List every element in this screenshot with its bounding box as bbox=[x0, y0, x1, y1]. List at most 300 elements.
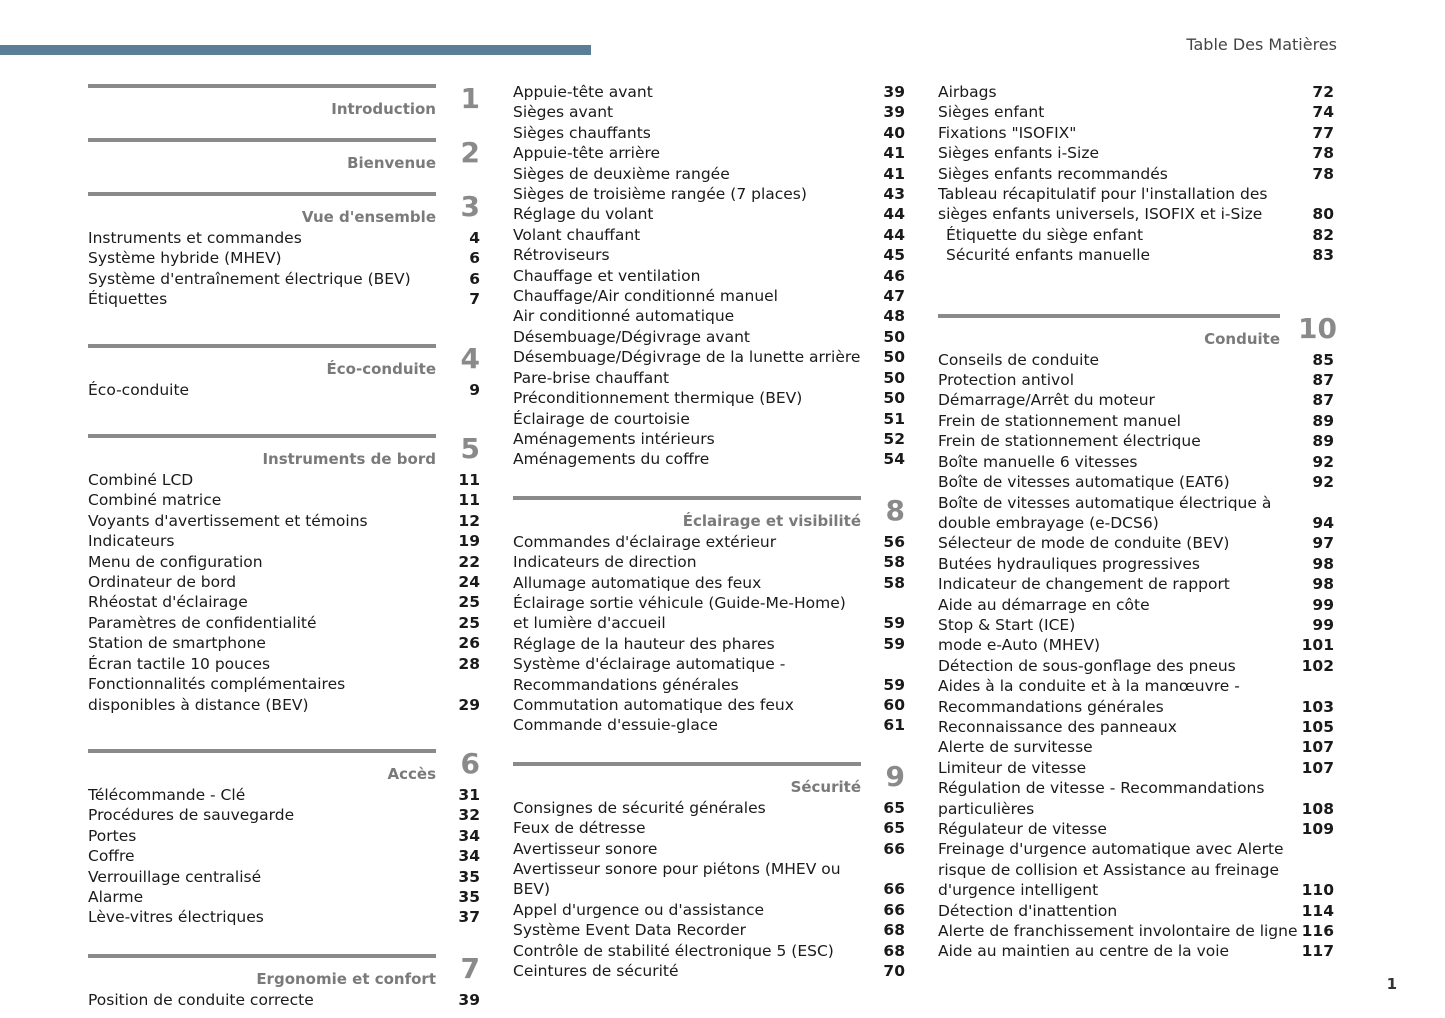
toc-entry[interactable] bbox=[513, 245, 905, 265]
toc-entry[interactable] bbox=[938, 143, 1334, 163]
section-title[interactable]: Instruments de bord bbox=[262, 450, 436, 469]
toc-entry[interactable] bbox=[513, 429, 905, 449]
toc-entry-page: 83 bbox=[1312, 246, 1334, 265]
toc-entry[interactable] bbox=[513, 715, 905, 735]
toc-entry[interactable] bbox=[513, 654, 905, 695]
section-header bbox=[513, 760, 905, 798]
toc-entry-page: 52 bbox=[883, 429, 905, 448]
toc-entry[interactable] bbox=[513, 961, 905, 981]
toc-entry[interactable] bbox=[938, 350, 1334, 370]
toc-entry[interactable] bbox=[938, 901, 1334, 921]
toc-entry-page: 110 bbox=[1301, 881, 1334, 900]
toc-entry-title: Indicateur de changement de rapport bbox=[938, 575, 1230, 594]
toc-entry-page: 50 bbox=[883, 389, 905, 408]
toc-column-3 bbox=[938, 82, 1337, 962]
toc-entry-page: 92 bbox=[1312, 452, 1334, 471]
toc-entry-page: 11 bbox=[458, 471, 480, 490]
toc-entry[interactable] bbox=[938, 411, 1334, 431]
toc-entry-page: 32 bbox=[458, 806, 480, 825]
toc-entry-page: 58 bbox=[883, 553, 905, 572]
toc-entry[interactable] bbox=[88, 592, 480, 612]
toc-entry-title: Reconnaissance des panneaux bbox=[938, 717, 1177, 736]
toc-entry[interactable] bbox=[938, 941, 1334, 961]
toc-entry-title: Étiquette du siège enfant bbox=[946, 225, 1144, 244]
toc-entry-title: Commandes d'éclairage extérieur bbox=[513, 532, 777, 551]
toc-entry-title: Stop & Start (ICE) bbox=[938, 615, 1076, 634]
toc-entry-page: 78 bbox=[1312, 144, 1334, 163]
toc-entry-page: 59 bbox=[883, 675, 905, 694]
section-title[interactable]: Introduction bbox=[331, 100, 436, 118]
toc-entry-page: 6 bbox=[469, 249, 480, 268]
toc-entry-title: Système hybride (MHEV) bbox=[88, 249, 282, 268]
toc-entry[interactable] bbox=[938, 245, 1334, 265]
toc-entry-title: Menu de configuration bbox=[88, 552, 263, 571]
toc-section bbox=[88, 190, 480, 310]
toc-entry-title: Écran tactile 10 pouces bbox=[88, 654, 271, 673]
toc-entry-page: 28 bbox=[458, 654, 480, 673]
toc-entry-title: Boîte de vitesses automatique (EAT6) bbox=[938, 473, 1230, 492]
toc-entry[interactable] bbox=[938, 493, 1334, 534]
toc-entry[interactable] bbox=[513, 900, 905, 920]
toc-entry-title: Régulateur de vitesse bbox=[938, 820, 1107, 838]
toc-entry-title: Procédures de sauvegarde bbox=[88, 806, 295, 825]
toc-entry-page: 105 bbox=[1301, 717, 1334, 736]
toc-entry[interactable] bbox=[513, 798, 905, 818]
toc-entry-title: Butées hydrauliques progressives bbox=[938, 554, 1200, 573]
toc-entry-title: Sièges de troisième rangée (7 places) bbox=[513, 185, 807, 204]
toc-entry[interactable] bbox=[513, 204, 905, 224]
toc-entry-title: Réglage de la hauteur des phares bbox=[513, 634, 775, 653]
toc-entry-title: Station de smartphone bbox=[88, 634, 266, 653]
toc-entry-title: Aménagements du coffre bbox=[513, 450, 710, 469]
section-number: 8 bbox=[885, 493, 905, 527]
toc-entry[interactable] bbox=[513, 941, 905, 961]
toc-entry[interactable] bbox=[513, 368, 905, 388]
section-rule bbox=[513, 762, 861, 766]
toc-entry-title: Coffre bbox=[88, 847, 135, 866]
toc-entry-title: Frein de stationnement manuel bbox=[938, 411, 1181, 430]
toc-entry-title: Chauffage/Air conditionné manuel bbox=[513, 287, 778, 306]
toc-entry-title: Sélecteur de mode de conduite (BEV) bbox=[938, 534, 1230, 553]
toc-section bbox=[88, 342, 480, 400]
toc-entry[interactable] bbox=[513, 327, 905, 347]
section-title[interactable]: Sécurité bbox=[790, 777, 861, 796]
toc-entry[interactable] bbox=[513, 593, 905, 634]
toc-entry-title: Freinage d'urgence automatique avec Alerte risque de collision et Assistance au freinage d'urgence intelligent bbox=[938, 840, 1284, 900]
toc-entry[interactable] bbox=[88, 990, 480, 1010]
toc-entry-title: Régulation de vitesse - Recommandations particulières bbox=[938, 779, 1265, 818]
toc-entry-page: 25 bbox=[458, 593, 480, 612]
toc-entry-title: Volant chauffant bbox=[513, 225, 641, 244]
toc-entry[interactable] bbox=[938, 656, 1334, 676]
toc-entry[interactable] bbox=[938, 225, 1334, 245]
toc-entry-page: 117 bbox=[1301, 942, 1334, 961]
toc-entry-title: Chauffage et ventilation bbox=[513, 266, 701, 285]
toc-entry-title: Appel d'urgence ou d'assistance bbox=[513, 900, 765, 919]
toc-entry[interactable] bbox=[513, 449, 905, 469]
toc-entry-page: 116 bbox=[1301, 922, 1334, 941]
toc-entry-title: Conseils de conduite bbox=[938, 350, 1100, 369]
section-title[interactable]: Éco-conduite bbox=[326, 359, 436, 378]
toc-entry-page: 41 bbox=[883, 144, 905, 163]
toc-entry-title: Sièges enfants i-Size bbox=[938, 144, 1099, 163]
toc-entry[interactable] bbox=[88, 633, 480, 653]
toc-entry[interactable] bbox=[938, 431, 1334, 451]
toc-entry-title: Air conditionné automatique bbox=[513, 307, 735, 326]
toc-entry-page: 108 bbox=[1301, 799, 1334, 818]
toc-entry-page: 70 bbox=[883, 962, 905, 981]
toc-entry-page: 109 bbox=[1301, 820, 1334, 838]
toc-entry-title: Désembuage/Dégivrage avant bbox=[513, 327, 750, 346]
toc-entry-title: Éclairage sortie véhicule (Guide-Me-Home) et lumière d'accueil bbox=[513, 593, 846, 633]
toc-entry[interactable] bbox=[938, 839, 1334, 900]
section-number: 2 bbox=[460, 136, 480, 169]
toc-entry-title: Instruments et commandes bbox=[88, 229, 302, 247]
toc-entry[interactable] bbox=[513, 102, 905, 122]
toc-entry[interactable] bbox=[88, 470, 480, 490]
toc-entry-page: 34 bbox=[458, 847, 480, 866]
toc-entry[interactable] bbox=[88, 867, 480, 887]
toc-entry[interactable] bbox=[938, 452, 1334, 472]
toc-entry-title: Sièges enfant bbox=[938, 103, 1045, 122]
toc-entry-title: Éclairage de courtoisie bbox=[513, 409, 690, 428]
toc-entry-title: Détection d'inattention bbox=[938, 901, 1118, 920]
toc-entry-title: Indicateurs bbox=[88, 532, 175, 551]
toc-section bbox=[88, 82, 480, 120]
toc-entry[interactable] bbox=[938, 635, 1334, 655]
section-rule bbox=[88, 749, 436, 753]
toc-entry-title: Alerte de survitesse bbox=[938, 738, 1093, 757]
toc-entry-page: 39 bbox=[458, 990, 480, 1009]
toc-entry-title: Combiné LCD bbox=[88, 471, 194, 490]
toc-entry-page: 61 bbox=[883, 716, 905, 735]
toc-entry-title: Allumage automatique des feux bbox=[513, 573, 762, 592]
toc-entry[interactable] bbox=[938, 184, 1334, 225]
toc-entry-title: Feux de détresse bbox=[513, 819, 646, 838]
toc-entry-title: Télécommande - Clé bbox=[88, 785, 246, 804]
toc-entry[interactable] bbox=[938, 595, 1334, 615]
toc-entry-page: 45 bbox=[883, 246, 905, 265]
toc-entry[interactable] bbox=[938, 123, 1334, 143]
toc-entry-title: Commutation automatique des feux bbox=[513, 695, 794, 714]
toc-entry[interactable] bbox=[88, 380, 480, 400]
toc-entry-title: Appuie-tête arrière bbox=[513, 144, 661, 163]
toc-entry[interactable] bbox=[938, 370, 1334, 390]
toc-entry-page: 80 bbox=[1312, 205, 1334, 224]
toc-entry[interactable] bbox=[513, 306, 905, 326]
toc-column-2 bbox=[513, 82, 905, 981]
toc-entry-page: 89 bbox=[1312, 411, 1334, 430]
toc-entry-page: 107 bbox=[1301, 758, 1334, 777]
toc-entry-page: 19 bbox=[458, 532, 480, 551]
section-header bbox=[88, 190, 480, 228]
toc-entry[interactable] bbox=[513, 695, 905, 715]
toc-entry-page: 85 bbox=[1312, 350, 1334, 369]
toc-entry-title: Étiquettes bbox=[88, 290, 168, 309]
toc-entry-page: 87 bbox=[1312, 391, 1334, 410]
section-header bbox=[88, 952, 480, 990]
toc-entry-page: 48 bbox=[883, 307, 905, 326]
page-header-title: Table Des Matières bbox=[1186, 35, 1337, 54]
toc-entry-title: Position de conduite correcte bbox=[88, 990, 314, 1009]
toc-entry[interactable] bbox=[938, 102, 1334, 122]
toc-entry[interactable] bbox=[513, 286, 905, 306]
toc-entry[interactable] bbox=[513, 818, 905, 838]
toc-entry-title: Désembuage/Dégivrage de la lunette arrière bbox=[513, 348, 861, 367]
toc-entry-page: 44 bbox=[883, 205, 905, 224]
toc-entry[interactable] bbox=[938, 164, 1334, 184]
section-number: 7 bbox=[460, 951, 480, 985]
toc-entry-page: 66 bbox=[883, 900, 905, 919]
toc-entry-page: 51 bbox=[883, 409, 905, 428]
toc-entry-page: 98 bbox=[1312, 554, 1334, 573]
toc-entry-title: Préconditionnement thermique (BEV) bbox=[513, 389, 803, 408]
toc-entry-page: 40 bbox=[883, 123, 905, 142]
toc-entry-page: 77 bbox=[1312, 123, 1334, 142]
section-rule bbox=[88, 192, 436, 196]
section-header bbox=[938, 311, 1337, 350]
section-rule bbox=[88, 138, 436, 142]
section-title[interactable]: Bienvenue bbox=[347, 154, 436, 172]
toc-entry[interactable] bbox=[88, 248, 480, 268]
toc-entry[interactable] bbox=[938, 574, 1334, 594]
toc-entry-title: Éco-conduite bbox=[88, 380, 190, 399]
toc-entry-page: 26 bbox=[458, 634, 480, 653]
toc-entry[interactable] bbox=[88, 674, 480, 715]
toc-entry[interactable] bbox=[938, 82, 1334, 102]
toc-entry-page: 12 bbox=[458, 511, 480, 530]
toc-entry-title: Sièges chauffants bbox=[513, 123, 651, 142]
toc-entry[interactable] bbox=[938, 921, 1334, 941]
toc-entry[interactable] bbox=[938, 615, 1334, 635]
toc-entry-title: Tableau récapitulatif pour l'installation des sièges enfants universels, ISOFIX et i-Size bbox=[938, 185, 1268, 224]
toc-entry-page: 39 bbox=[883, 83, 905, 101]
toc-entry-title: Voyants d'avertissement et témoins bbox=[88, 511, 368, 530]
toc-entry-page: 24 bbox=[458, 573, 480, 592]
toc-entry-page: 65 bbox=[883, 819, 905, 838]
toc-entry[interactable] bbox=[88, 887, 480, 907]
toc-column-1 bbox=[88, 82, 480, 1010]
toc-entry-title: Frein de stationnement électrique bbox=[938, 432, 1201, 451]
toc-entry-title: Aide au démarrage en côte bbox=[938, 595, 1150, 614]
toc-entry[interactable] bbox=[938, 819, 1334, 839]
toc-entry-title: Paramètres de confidentialité bbox=[88, 613, 317, 632]
toc-entry[interactable] bbox=[513, 859, 905, 900]
section-number: 6 bbox=[460, 746, 480, 780]
toc-entry-title: Airbags bbox=[938, 83, 997, 101]
toc-entry-page: 11 bbox=[458, 491, 480, 510]
toc-entry-page: 46 bbox=[883, 266, 905, 285]
section-number: 10 bbox=[1298, 311, 1337, 345]
section-number: 3 bbox=[460, 190, 480, 223]
toc-entry[interactable] bbox=[513, 123, 905, 143]
toc-entry-title: Boîte de vitesses automatique électrique à double embrayage (e-DCS6) bbox=[938, 493, 1272, 532]
toc-entry-title: Indicateurs de direction bbox=[513, 553, 697, 572]
toc-entry[interactable] bbox=[88, 228, 480, 248]
page-number: 1 bbox=[1386, 975, 1397, 993]
toc-entry[interactable] bbox=[513, 839, 905, 859]
toc-entry[interactable] bbox=[88, 531, 480, 551]
section-rule bbox=[938, 314, 1280, 318]
toc-entry-page: 31 bbox=[458, 785, 480, 804]
section-header bbox=[88, 136, 480, 174]
toc-entry-title: Consignes de sécurité générales bbox=[513, 798, 766, 817]
toc-entry-page: 43 bbox=[883, 185, 905, 204]
toc-section bbox=[88, 747, 480, 928]
toc-entry-page: 9 bbox=[469, 380, 480, 399]
toc-entry-title: Lève-vitres électriques bbox=[88, 908, 264, 927]
toc-entry[interactable] bbox=[88, 552, 480, 572]
section-header bbox=[88, 747, 480, 785]
toc-entry[interactable] bbox=[513, 388, 905, 408]
toc-entry-page: 44 bbox=[883, 225, 905, 244]
toc-entry-page: 59 bbox=[883, 614, 905, 633]
toc-entry[interactable] bbox=[513, 920, 905, 940]
toc-entry-page: 89 bbox=[1312, 432, 1334, 451]
toc-entry-page: 97 bbox=[1312, 534, 1334, 553]
toc-entry[interactable] bbox=[88, 785, 480, 805]
toc-entry[interactable] bbox=[513, 266, 905, 286]
toc-entry[interactable] bbox=[513, 347, 905, 367]
toc-entry[interactable] bbox=[88, 846, 480, 866]
toc-entry-page: 59 bbox=[883, 634, 905, 653]
toc-entry[interactable] bbox=[938, 472, 1334, 492]
toc-entry-title: Ordinateur de bord bbox=[88, 573, 237, 592]
toc-entry-page: 60 bbox=[883, 695, 905, 714]
toc-entry[interactable] bbox=[938, 737, 1334, 757]
toc-entry-title: Appuie-tête avant bbox=[513, 83, 653, 101]
toc-entry[interactable] bbox=[88, 613, 480, 633]
toc-entry[interactable] bbox=[88, 289, 480, 309]
toc-entry-title: Boîte manuelle 6 vitesses bbox=[938, 452, 1138, 471]
toc-entry-title: Pare-brise chauffant bbox=[513, 368, 670, 387]
toc-entry[interactable] bbox=[938, 533, 1334, 553]
section-number: 1 bbox=[460, 82, 480, 115]
toc-entry[interactable] bbox=[513, 143, 905, 163]
toc-entry-page: 78 bbox=[1312, 164, 1334, 183]
toc-entry-title: Ceintures de sécurité bbox=[513, 962, 679, 981]
toc-entry-page: 4 bbox=[469, 229, 480, 247]
toc-entry[interactable] bbox=[88, 490, 480, 510]
toc-entry-title: Commande d'essuie-glace bbox=[513, 716, 718, 735]
toc-section bbox=[88, 432, 480, 715]
toc-entry[interactable] bbox=[88, 572, 480, 592]
toc-entry-page: 92 bbox=[1312, 473, 1334, 492]
toc-entry[interactable] bbox=[938, 778, 1334, 819]
toc-entry[interactable] bbox=[938, 676, 1334, 717]
toc-entry-title: Alerte de franchissement involontaire de ligne bbox=[938, 922, 1298, 941]
toc-entry-title: Réglage du volant bbox=[513, 205, 654, 224]
section-header bbox=[513, 494, 905, 532]
toc-entry-page: 56 bbox=[883, 532, 905, 551]
toc-entry[interactable] bbox=[938, 390, 1334, 410]
toc-entry-page: 74 bbox=[1312, 103, 1334, 122]
toc-entry-title: Aménagements intérieurs bbox=[513, 429, 715, 448]
toc-section bbox=[88, 952, 480, 1010]
toc-entry[interactable] bbox=[88, 907, 480, 927]
toc-entry-title: Sièges enfants recommandés bbox=[938, 164, 1168, 183]
toc-entry-page: 50 bbox=[883, 348, 905, 367]
toc-entry[interactable] bbox=[938, 717, 1334, 737]
toc-entry-title: mode e-Auto (MHEV) bbox=[938, 636, 1101, 655]
toc-entry[interactable] bbox=[513, 82, 905, 102]
toc-entry-title: Fonctionnalités complémentaires disponibles à distance (BEV) bbox=[88, 675, 346, 714]
toc-section bbox=[513, 494, 905, 736]
toc-entry-title: Rhéostat d'éclairage bbox=[88, 593, 248, 612]
toc-entry-page: 107 bbox=[1301, 738, 1334, 757]
toc-entry-page: 101 bbox=[1301, 636, 1334, 655]
toc-entry-page: 54 bbox=[883, 450, 905, 469]
section-rule bbox=[88, 954, 436, 958]
toc-entry[interactable] bbox=[88, 826, 480, 846]
toc-entry-page: 37 bbox=[458, 908, 480, 927]
toc-entry-title: Détection de sous-gonflage des pneus bbox=[938, 656, 1236, 675]
toc-entry-title: Sièges de deuxième rangée bbox=[513, 164, 730, 183]
toc-entry-title: Sièges avant bbox=[513, 103, 614, 122]
section-rule bbox=[88, 84, 436, 88]
toc-entry[interactable] bbox=[513, 164, 905, 184]
toc-entry[interactable] bbox=[938, 554, 1334, 574]
section-title[interactable]: Vue d'ensemble bbox=[301, 208, 436, 226]
toc-entry-title: Avertisseur sonore pour piétons (MHEV ou BEV) bbox=[513, 860, 841, 899]
toc-entry[interactable] bbox=[513, 634, 905, 654]
toc-entry-page: 68 bbox=[883, 941, 905, 960]
toc-entry[interactable] bbox=[513, 552, 905, 572]
toc-entry-page: 35 bbox=[458, 887, 480, 906]
toc-entry-page: 87 bbox=[1312, 371, 1334, 390]
section-number: 4 bbox=[460, 341, 480, 375]
toc-entry-title: Protection antivol bbox=[938, 371, 1075, 390]
toc-entry[interactable] bbox=[513, 573, 905, 593]
toc-entry[interactable] bbox=[88, 654, 480, 674]
toc-section bbox=[88, 136, 480, 174]
section-header bbox=[88, 82, 480, 120]
toc-entry[interactable] bbox=[513, 225, 905, 245]
toc-entry-title: Fixations "ISOFIX" bbox=[938, 123, 1077, 142]
toc-entry-page: 94 bbox=[1312, 513, 1334, 532]
toc-section bbox=[513, 82, 905, 470]
toc-entry[interactable] bbox=[938, 758, 1334, 778]
toc-entry-page: 66 bbox=[883, 880, 905, 899]
toc-entry[interactable] bbox=[513, 184, 905, 204]
section-rule bbox=[88, 344, 436, 348]
toc-entry-page: 68 bbox=[883, 921, 905, 940]
toc-entry-page: 6 bbox=[469, 269, 480, 288]
toc-entry-page: 34 bbox=[458, 826, 480, 845]
toc-entry-title: Système d'entraînement électrique (BEV) bbox=[88, 269, 411, 288]
toc-entry-page: 103 bbox=[1301, 697, 1334, 716]
section-title[interactable]: Conduite bbox=[1204, 329, 1280, 348]
toc-entry[interactable] bbox=[513, 532, 905, 552]
toc-entry-title: Système Event Data Recorder bbox=[513, 921, 746, 940]
toc-entry[interactable] bbox=[88, 511, 480, 531]
header-accent-bar bbox=[0, 45, 591, 55]
section-title[interactable]: Accès bbox=[387, 764, 436, 783]
section-title[interactable]: Éclairage et visibilité bbox=[682, 511, 861, 530]
toc-entry-title: Contrôle de stabilité électronique 5 (ESC) bbox=[513, 941, 834, 960]
toc-entry[interactable] bbox=[88, 269, 480, 289]
toc-entry[interactable] bbox=[513, 409, 905, 429]
toc-entry-page: 25 bbox=[458, 613, 480, 632]
section-title[interactable]: Ergonomie et confort bbox=[256, 969, 436, 988]
toc-entry-page: 58 bbox=[883, 573, 905, 592]
toc-entry[interactable] bbox=[88, 805, 480, 825]
toc-entry-page: 99 bbox=[1312, 595, 1334, 614]
toc-entry-page: 41 bbox=[883, 164, 905, 183]
toc-entry-title: Aides à la conduite et à la manœuvre - Recommandations générales bbox=[938, 677, 1240, 716]
toc-entry-title: Aide au maintien au centre de la voie bbox=[938, 942, 1230, 961]
toc-entry-page: 39 bbox=[883, 103, 905, 122]
